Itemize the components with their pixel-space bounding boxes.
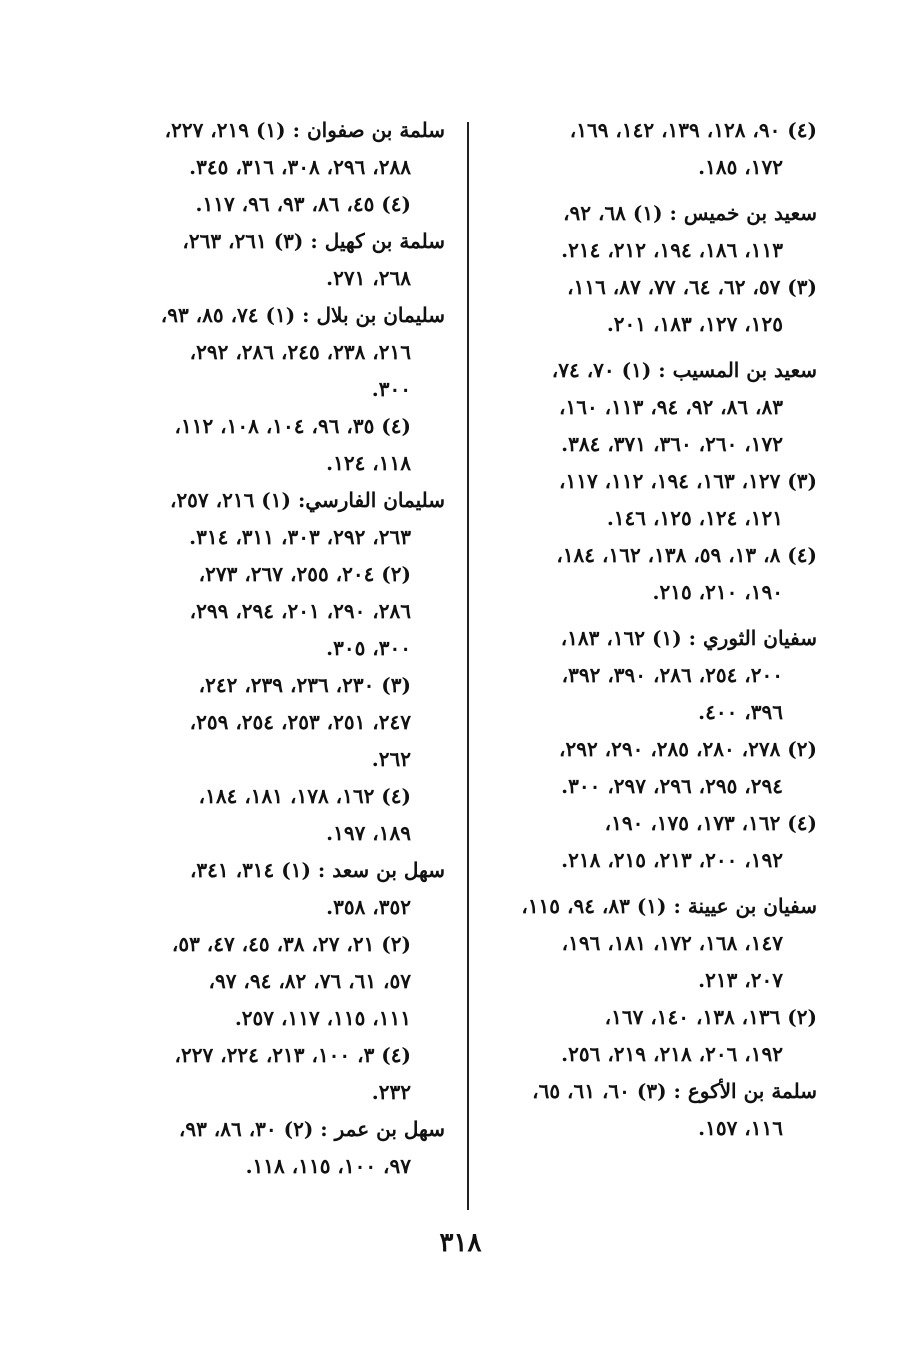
index-line: ٢٤٧، ٢٥١، ٢٥٣، ٢٥٤، ٢٥٩، — [189, 710, 411, 734]
index-line: ٢٦٨، ٢٧١. — [326, 266, 411, 290]
index-line: (٣) ٥٧، ٦٢، ٦٤، ٧٧، ٨٧، ١١٦، — [567, 275, 817, 299]
index-line: (٤) ٤٥، ٨٦، ٩٣، ٩٦، ١١٧. — [195, 192, 411, 216]
index-line: ٣٥٢، ٣٥٨. — [326, 895, 411, 919]
index-line: (٤) ٣٥، ٩٦، ١٠٤، ١٠٨، ١١٢، — [174, 414, 411, 438]
index-line: ٢٦٣، ٢٩٢، ٣٠٣، ٣١١، ٣١٤. — [189, 525, 411, 549]
index-line: ١٩٠، ٢١٠، ٢١٥. — [652, 580, 783, 604]
index-line: ٥٧، ٦١، ٧٦، ٨٢، ٩٤، ٩٧، — [208, 969, 411, 993]
index-line: ١٢٥، ١٢٧، ١٨٣، ٢٠١. — [606, 312, 783, 336]
page-number: ٣١٨ — [439, 1228, 482, 1258]
index-line: (٢) ٢١، ٢٧، ٣٨، ٤٥، ٤٧، ٥٣، — [171, 932, 411, 956]
index-line: سليمان الفارسي: (١) ٢١٦، ٢٥٧، — [169, 488, 445, 512]
index-line: ١٧٢، ٢٦٠، ٣٦٠، ٣٧١، ٣٨٤. — [561, 432, 783, 456]
index-line: ٢٣٢. — [371, 1080, 411, 1104]
index-line: ٨٣، ٨٦، ٩٢، ٩٤، ١١٣، ١٦٠، — [559, 395, 783, 419]
index-line: ٣٠٠، ٣٠٥. — [326, 636, 411, 660]
index-line: (٤) ٨، ١٣، ٥٩، ١٣٨، ١٦٢، ١٨٤، — [556, 543, 817, 567]
index-line: سليمان بن بلال : (١) ٧٤، ٨٥، ٩٣، — [160, 303, 445, 327]
index-column-left — [115, 112, 445, 1185]
index-line: ١١١، ١١٥، ١١٧، ٢٥٧. — [234, 1006, 411, 1030]
index-line: (٢) ١٣٦، ١٣٨، ١٤٠، ١٦٧، — [604, 1005, 817, 1029]
index-line: سهل بن سعد : (١) ٣١٤، ٣٤١، — [189, 858, 445, 882]
index-line: (٤) ١٦٢، ١٧٨، ١٨١، ١٨٤، — [198, 784, 411, 808]
index-line: ١٩٢، ٢٠٦، ٢١٨، ٢١٩، ٢٥٦. — [561, 1042, 783, 1066]
index-line: ١١٣، ١٨٦، ١٩٤، ٢١٢، ٢١٤. — [561, 238, 783, 262]
index-line: ٢٦٢. — [371, 747, 411, 771]
index-line: ١٧٢، ١٨٥. — [698, 155, 783, 179]
index-line: ٢٨٨، ٢٩٦، ٣٠٨، ٣١٦، ٣٤٥. — [189, 155, 411, 179]
index-line: (٣) ٢٣٠، ٢٣٦، ٢٣٩، ٢٤٢، — [198, 673, 411, 697]
index-line: سعيد بن المسيب : (١) ٧٠، ٧٤، — [551, 358, 817, 382]
index-line: ١٩٢، ٢٠٠، ٢١٣، ٢١٥، ٢١٨. — [561, 848, 783, 872]
index-line: (٣) ١٢٧، ١٦٣، ١٩٤، ١١٢، ١١٧، — [559, 469, 817, 493]
index-line: سفيان بن عيينة : (١) ٨٣، ٩٤، ١١٥، — [521, 894, 817, 918]
index-line: (٤) ٩٠، ١٢٨، ١٣٩، ١٤٢، ١٦٩، — [569, 118, 817, 142]
index-line: (٤) ١٦٢، ١٧٣، ١٧٥، ١٩٠، — [604, 811, 817, 835]
index-line: ١١٨، ١٢٤. — [326, 451, 411, 475]
index-line: سفيان الثوري : (١) ١٦٢، ١٨٣، — [560, 626, 817, 650]
index-line: سلمة بن صفوان : (١) ٢١٩، ٢٢٧، — [164, 118, 445, 142]
column-divider — [467, 122, 469, 1210]
index-line: ٢٠٧، ٢١٣. — [698, 968, 783, 992]
index-line: سعيد بن خميس : (١) ٦٨، ٩٢، — [563, 201, 817, 225]
index-line: سلمة بن كهيل : (٣) ٢٦١، ٢٦٣، — [182, 229, 445, 253]
index-line: ١٢١، ١٢٤، ١٢٥، ١٤٦. — [606, 506, 783, 530]
index-line: ٢١٦، ٢٣٨، ٢٤٥، ٢٨٦، ٢٩٢، — [189, 340, 411, 364]
index-line: (٢) ٢٠٤، ٢٥٥، ٢٦٧، ٢٧٣، — [198, 562, 411, 586]
index-line: ٢٨٦، ٢٩٠، ٢٠١، ٢٩٤، ٢٩٩، — [189, 599, 411, 623]
index-line: ٣٠٠. — [371, 377, 411, 401]
index-column-right — [493, 112, 817, 1147]
index-line: ٩٧، ١٠٠، ١١٥، ١١٨. — [245, 1154, 411, 1178]
index-line: ١٤٧، ١٦٨، ١٧٢، ١٨١، ١٩٦، — [561, 931, 783, 955]
index-line: (٤) ٣، ١٠٠، ٢١٣، ٢٢٤، ٢٢٧، — [174, 1043, 411, 1067]
index-line: ٢٩٤، ٢٩٥، ٢٩٦، ٢٩٧، ٣٠٠. — [561, 774, 783, 798]
index-line: ٣٩٦، ٤٠٠. — [698, 700, 783, 724]
index-line: سلمة بن الأكوع : (٣) ٦٠، ٦١، ٦٥، — [532, 1079, 817, 1103]
index-line: سهل بن عمر : (٢) ٣٠، ٨٦، ٩٣، — [178, 1117, 445, 1141]
index-line: ١٨٩، ١٩٧. — [326, 821, 411, 845]
index-line: ٢٠٠، ٢٥٤، ٢٨٦، ٣٩٠، ٣٩٢، — [561, 663, 783, 687]
index-line: (٢) ٢٧٨، ٢٨٠، ٢٨٥، ٢٩٠، ٢٩٢، — [559, 737, 817, 761]
index-line: ١١٦، ١٥٧. — [698, 1116, 783, 1140]
